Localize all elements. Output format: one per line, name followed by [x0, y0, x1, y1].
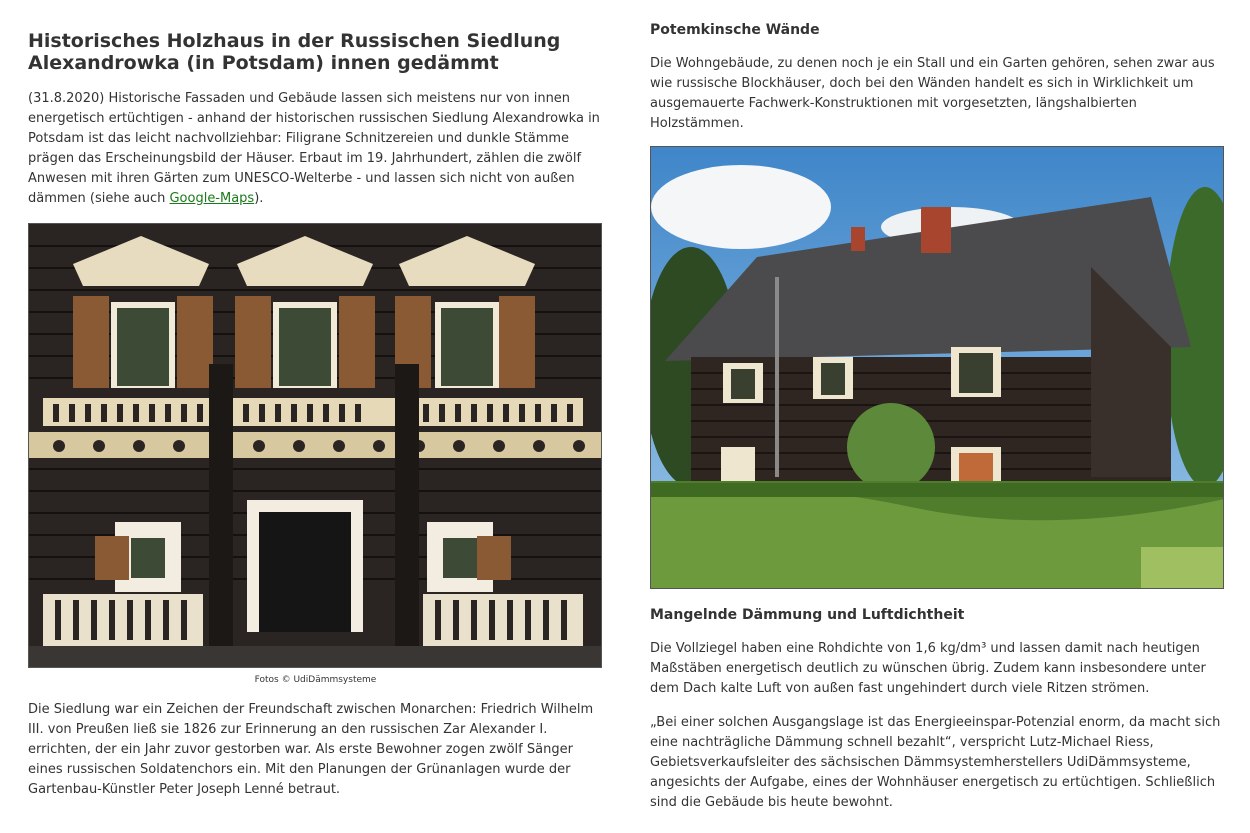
quote-paragraph: „Bei einer solchen Ausgangslage ist das Energieeinspar-Potenzial enorm, da macht sich eine nachträgliche Dämmung schnell bezahlt“, verspricht Lutz-Michael Riess, Gebietsverkaufsleiter des sächsischen Dämmsystemherstellers UdiDämmsysteme, angesichts der Aufgabe, eines der Wohnhäuser energetisch zu ertüchtigen. Schließlich sind die Gebäude bis heute bewohnt. [650, 715, 1221, 810]
intro-paragraph [28, 89, 603, 209]
right-column [650, 20, 1225, 813]
section-heading-walls: Potemkinsche Wände [650, 22, 820, 38]
intro-text-end: ). [254, 191, 264, 206]
house-exterior-photo [650, 146, 1224, 589]
walls-paragraph: Die Wohngebäude, zu denen noch je ein Stall und ein Garten gehören, sehen zwar aus wie russische Blockhäuser, doch bei den Wänden handelt es sich in Wirklichkeit um ausgemauerte Fachwerk-Konstruktionen mit vorgesetzten, längshalbierten Holzstämmen. [650, 56, 1215, 131]
section-heading-insulation: Mangelnde Dämmung und Luftdichtheit [650, 607, 965, 623]
facade-detail-photo [28, 223, 602, 668]
photo-caption: Fotos © UdiDämmsysteme [254, 675, 377, 685]
left-column [28, 30, 603, 800]
intro-text: (31.8.2020) Historische Fassaden und Gebäude lassen sich meistens nur von innen energetisch ertüchtigen - anhand der historischen russischen Siedlung Alexandrowka in Potsdam ist das leicht nachvollziehbar: Filigrane Schnitzereien und dunkle Stämme prägen das Erscheinungsbild der Häuser. Erbaut im 19. Jahrhundert, zählen die zwölf Anwesen mit ihren Gärten zum UNESCO-Welterbe - und lassen sich nicht von außen dämmen (siehe auch [28, 91, 600, 206]
history-paragraph: Die Siedlung war ein Zeichen der Freundschaft zwischen Monarchen: Friedrich Wilhelm III. von Preußen ließ sie 1826 zur Erinnerung an den russischen Zar Alexander I. errichten, der ein Jahr zuvor gestorben war. Als erste Bewohner zogen zwölf Sänger eines russischen Soldatenchors ein. Mit den Planungen der Grünanlagen wurde der Gartenbau-Künstler Peter Joseph Lenné betraut. [28, 702, 594, 797]
google-maps-link[interactable]: Google-Maps [169, 191, 255, 206]
article-title: Historisches Holzhaus in der Russischen Siedlung Alexandrowka (in Potsdam) innen gedämmt [28, 30, 561, 74]
insulation-paragraph: Die Vollziegel haben eine Rohdichte von 1,6 kg/dm³ und lassen damit nach heutigen Maßstäben energetisch deutlich zu wünschen übrig. Zudem kann insbesondere unter dem Dach kalte Luft von außen fast ungehindert durch viele Ritzen strömen. [650, 641, 1206, 696]
